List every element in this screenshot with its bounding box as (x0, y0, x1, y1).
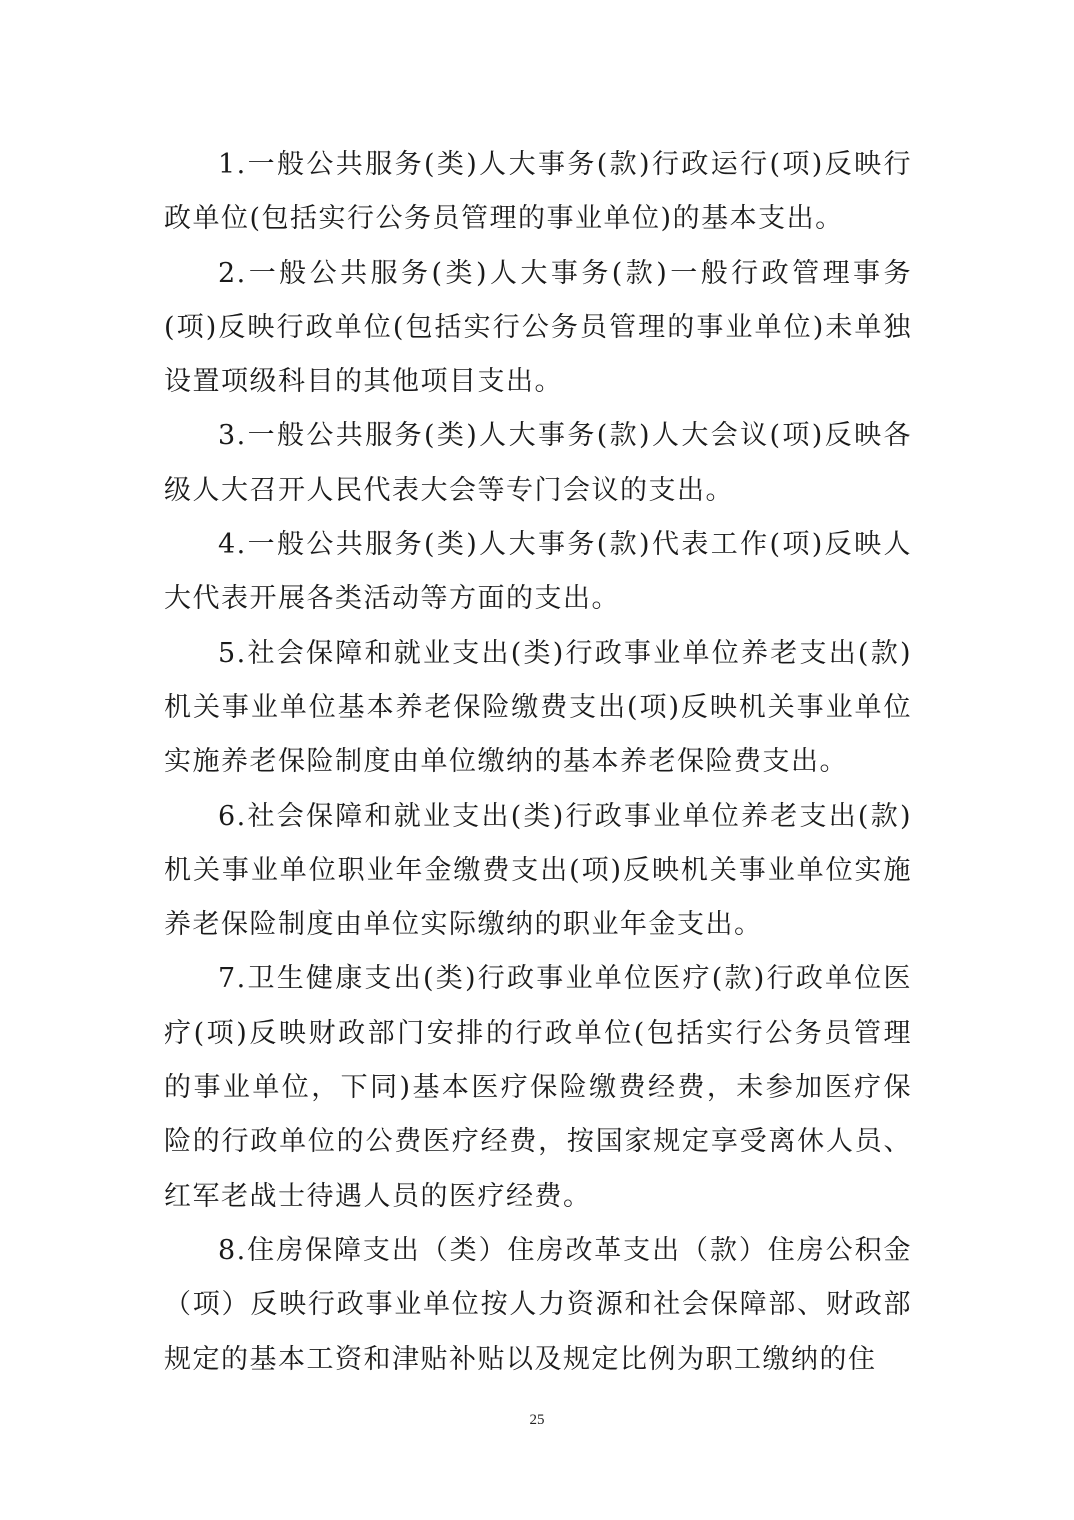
paragraph-5: 5.社会保障和就业支出(类)行政事业单位养老支出(款)机关事业单位基本养老保险缴费支出(项)反映机关事业单位实施养老保险制度由单位缴纳的基本养老保险费支出。 (164, 637, 912, 778)
document-body (164, 138, 912, 1387)
paragraph-6: 6.社会保障和就业支出(类)行政事业单位养老支出(款)机关事业单位职业年金缴费支出(项)反映机关事业单位实施养老保险制度由单位实际缴纳的职业年金支出。 (164, 800, 912, 941)
paragraph-8: 8.住房保障支出（类）住房改革支出（款）住房公积金（项）反映行政事业单位按人力资源和社会保障部、财政部规定的基本工资和津贴补贴以及规定比例为职工缴纳的住 (164, 1234, 912, 1375)
paragraph-4: 4.一般公共服务(类)人大事务(款)代表工作(项)反映人大代表开展各类活动等方面的支出。 (164, 529, 912, 615)
paragraph-1: 1.一般公共服务(类)人大事务(款)行政运行(项)反映行政单位(包括实行公务员管理的事业单位)的基本支出。 (164, 149, 912, 235)
page-number: 25 (529, 1412, 545, 1428)
paragraph-7: 7.卫生健康支出(类)行政事业单位医疗(款)行政单位医疗(项)反映财政部门安排的行政单位(包括实行公务员管理的事业单位，下同)基本医疗保险缴费经费，未参加医疗保险的行政单位的公费医疗经费，按国家规定享受离休人员、红军老战士待遇人员的医疗经费。 (164, 963, 912, 1212)
paragraph-3: 3.一般公共服务(类)人大事务(款)人大会议(项)反映各级人大召开人民代表大会等专门会议的支出。 (164, 420, 912, 506)
paragraph-2: 2.一般公共服务(类)人大事务(款)一般行政管理事务(项)反映行政单位(包括实行公务员管理的事业单位)未单独设置项级科目的其他项目支出。 (164, 257, 912, 398)
